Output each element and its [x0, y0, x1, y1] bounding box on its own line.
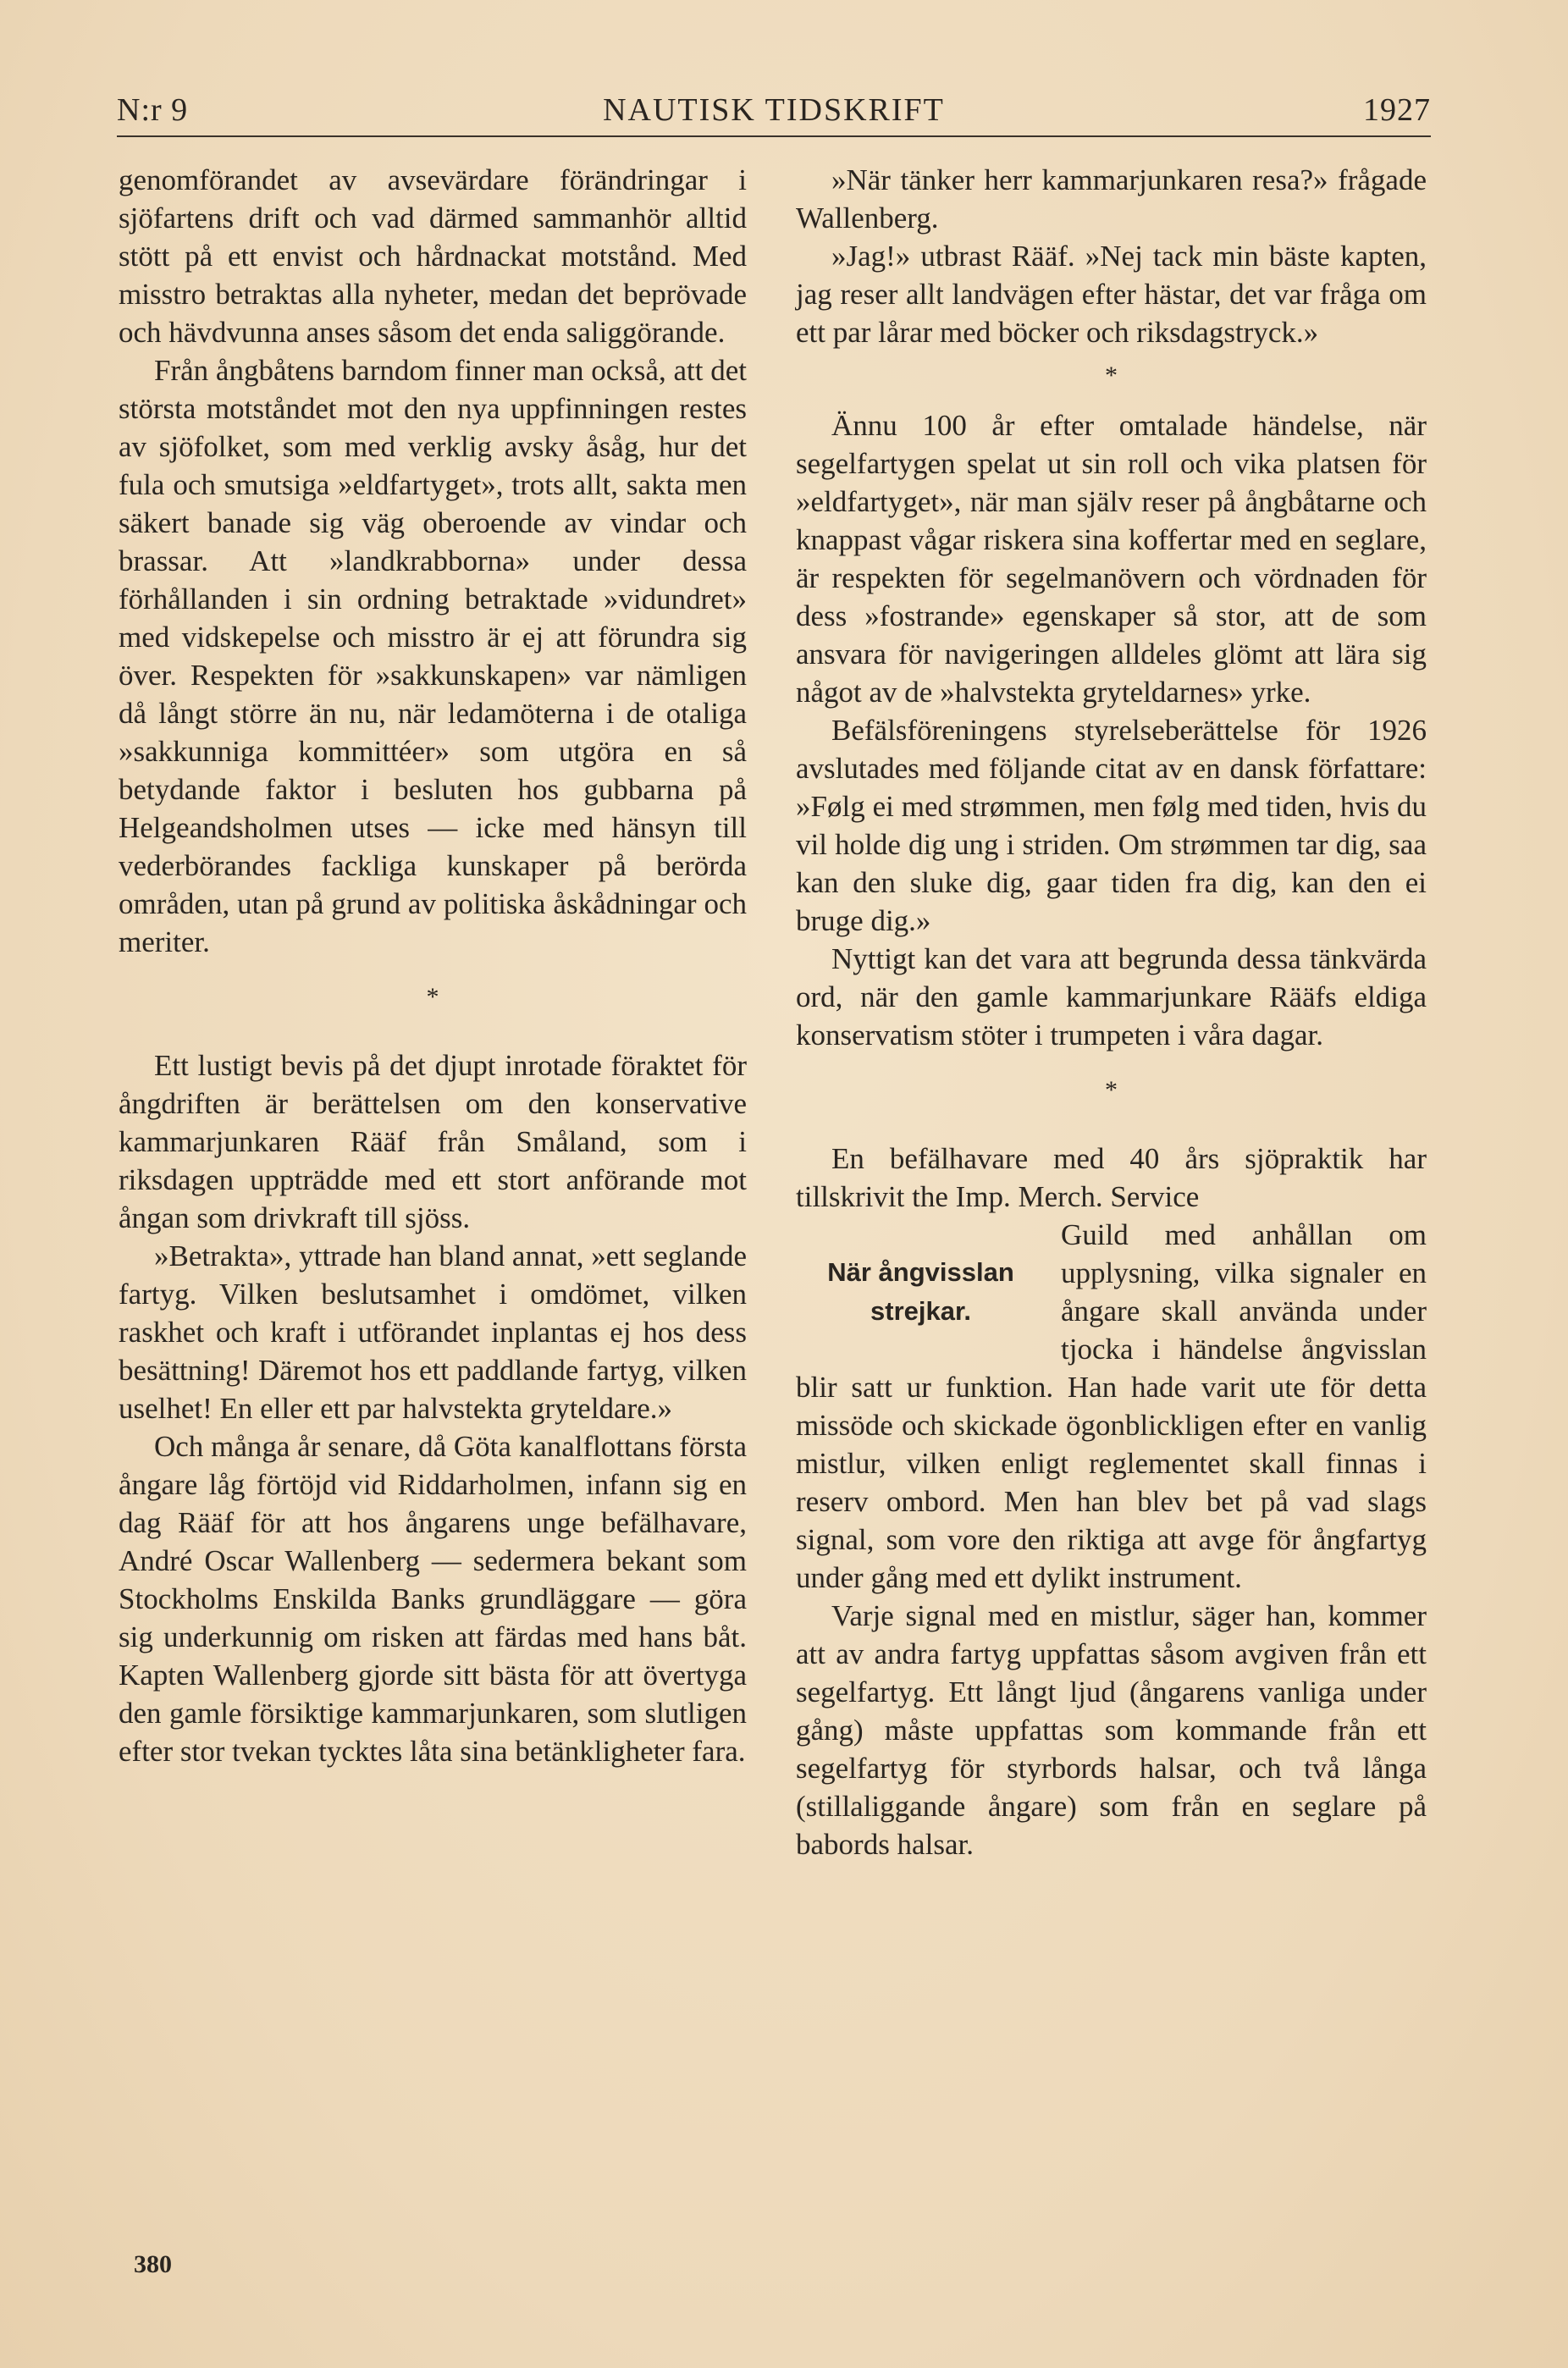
paragraph: Från ångbåtens barndom finner man också, att det största motståndet mot den nya uppfinningen restes av sjöfolket, som med verklig avsky åsåg, hur det fula och smutsiga »eldfartyget», trots allt, sakta men säkert banade sig väg oberoende av vindar och brassar. Att »landkrabborna» under dessa förhållanden i sin ordning betraktade »vidundret» med vidskepelse och misstro är ej att förundra sig över. Respekten för »sakkunskapen» var nämligen då långt större än nu, när ledamöterna i de otaliga »sakkunniga kommittéer» som utgöra en så betydande faktor i besluten hos gubbarna på Helgeandsholmen utses — icke med hänsyn till vederbörandes fackliga kunskaper på berörda områden, utan på grund av politiska åskådningar och meriter.: [119, 354, 747, 958]
left-column: [119, 161, 747, 1770]
paragraph: Guild med anhållan om upplysning, vilka signaler en ångare skall använda under tjocka i händelse ångvisslan blir satt ur funktion. Han hade varit ute för detta missöde och skickade ögonblickligen efter en vanlig mistlur, vilken enligt reglementet skall finnas i reserv ombord. Men han blev bet på vad slags signal, som vore den riktiga att avge för ångfartyg under gång med ett dylikt instrument.: [796, 1218, 1427, 1594]
running-header: [117, 91, 1431, 132]
paragraph: Varje signal med en mistlur, säger han, kommer att av andra fartyg uppfattas såsom avgiven från ett segelfartyg. Ett långt ljud (ångarens vanliga under gång) måste uppfattas som kommande från ett segelfartyg för styrbords halsar, och två långa (stillaliggande ångare) som från en seglare på babords halsar.: [796, 1599, 1427, 1861]
journal-title: NAUTISK TIDSKRIFT: [603, 92, 945, 128]
header-rule: [117, 135, 1431, 137]
paragraph: En befälhavare med 40 års sjöpraktik har tillskrivit the Imp. Merch. Service: [796, 1142, 1427, 1213]
issue-number: N:r 9: [117, 92, 189, 128]
paragraph: »När tänker herr kammarjunkaren resa?» frågade Wallenberg.: [796, 163, 1427, 235]
page-number: 380: [134, 2250, 172, 2278]
section-separator: *: [426, 983, 439, 1011]
marginal-heading: [796, 1253, 1046, 1331]
section-separator: *: [1105, 362, 1118, 389]
year: 1927: [1363, 92, 1431, 128]
paragraph: Ett lustigt bevis på det djupt inrotade föraktet för ångdriften är berättelsen om den konservative kammarjunkaren Rääf från Småland, som i riksdagen uppträdde med ett stort anförande mot ångan som drivkraft till sjöss.: [119, 1049, 747, 1234]
paragraph: genomförandet av avsevärdare förändringar i sjöfartens drift och vad därmed sammanhör alltid stött på ett envist och hårdnackat motstånd. Med misstro betraktas alla nyheter, medan det beprövade och hävdvunna anses såsom det enda saliggörande.: [119, 163, 747, 349]
right-column: [796, 161, 1427, 1863]
paragraph: Nyttigt kan det vara att begrunda dessa tänkvärda ord, när den gamle kammarjunkare Rääfs eldiga konservatism stöter i trumpeten i våra dagar.: [796, 942, 1427, 1052]
paragraph: »Jag!» utbrast Rääf. »Nej tack min bäste kapten, jag reser allt landvägen efter hästar, det var fråga om ett par lårar med böcker och riksdagstryck.»: [796, 240, 1427, 349]
paragraph: Ännu 100 år efter omtalade händelse, när segelfartygen spelat ut sin roll och vika platsen för »eldfartyget», när man själv reser på ångbåtarne och knappast vågar riskera sina koffertar med en seglare, är respekten för segelmanövern och vördnaden för dess »fostrande» egenskaper så stor, att de som ansvara för navigeringen alldeles glömt att lära sig något av de »halvstekta gryteldarnes» yrke.: [796, 409, 1427, 709]
paragraph: Och många år senare, då Göta kanalflottans första ångare låg förtöjd vid Riddarholmen, infann sig en dag Rääf för att hos ångarens unge befälhavare, André Oscar Wallenberg — sedermera bekant som Stockholms Enskilda Banks grundläggare — göra sig underkunnig om risken att färdas med hans båt. Kapten Wallenberg gjorde sitt bästa för att övertyga den gamle försiktige kammarjunkaren, som slutligen efter stor tvekan tycktes låta sina betänkligheter fara.: [119, 1430, 747, 1768]
section-separator: *: [1105, 1076, 1118, 1104]
marginal-heading-line: strejkar.: [870, 1296, 971, 1326]
paragraph: »Betrakta», yttrade han bland annat, »ett seglande fartyg. Vilken beslutsamhet i omdömet, vilken raskhet och kraft i utförandet inplantas ej hos dess besättning! Däremot hos ett paddlande fartyg, vilken uselhet! En eller ett par halvstekta gryteldare.»: [119, 1239, 747, 1425]
paragraph: Befälsföreningens styrelseberättelse för 1926 avslutades med följande citat av en dansk författare: »Følg ei med strømmen, men følg med tiden, hvis du vil holde dig ung i striden. Om strømmen tar dig, saa kan den sluke dig, gaar tiden fra dig, kan den ei bruge dig.»: [796, 714, 1427, 937]
marginal-heading-line: När ångvisslan: [827, 1257, 1014, 1287]
